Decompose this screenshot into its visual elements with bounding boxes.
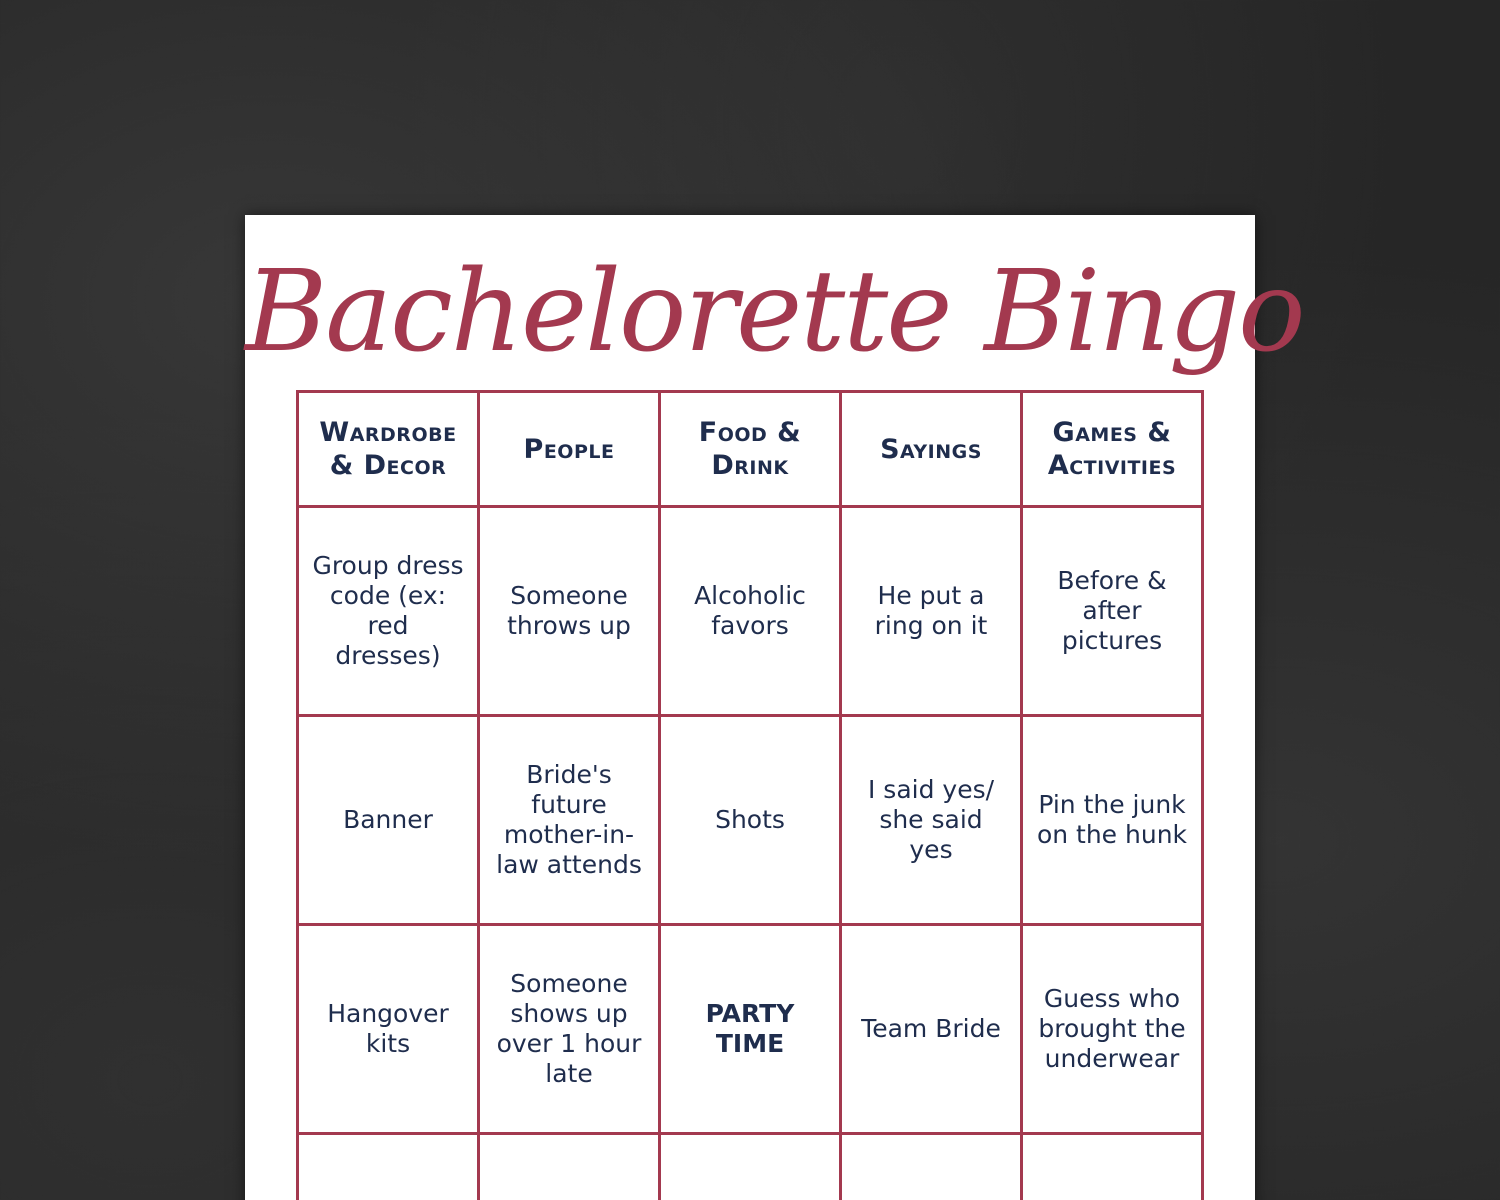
bingo-square	[298, 1134, 479, 1200]
bingo-row	[298, 925, 1203, 1134]
bingo-square: Guess who brought the underwear	[1022, 925, 1203, 1134]
header-row	[298, 392, 1203, 507]
bingo-title: Bachelorette Bingo	[245, 247, 1304, 377]
bingo-square: Shots	[660, 716, 841, 925]
free-space: PARTY TIME	[660, 925, 841, 1134]
bingo-square	[1022, 1134, 1203, 1200]
bingo-square: Pin the junk on the hunk	[1022, 716, 1203, 925]
bingo-square: Banner	[298, 716, 479, 925]
bingo-square: Team Bride	[841, 925, 1022, 1134]
bingo-row	[298, 507, 1203, 716]
bingo-square: Someone throws up	[479, 507, 660, 716]
header-games-activities: Games & Activities	[1022, 392, 1203, 507]
bingo-square: Hangover kits	[298, 925, 479, 1134]
bingo-square	[660, 1134, 841, 1200]
bingo-square: Before & after pictures	[1022, 507, 1203, 716]
bingo-square: Alcoholic favors	[660, 507, 841, 716]
header-wardrobe-decor: Wardrobe & Decor	[298, 392, 479, 507]
bingo-card	[245, 215, 1304, 1200]
bingo-square: He put a ring on it	[841, 507, 1022, 716]
bingo-square	[479, 1134, 660, 1200]
header-people: People	[479, 392, 660, 507]
bingo-square: Someone shows up over 1 hour late	[479, 925, 660, 1134]
bingo-grid	[296, 390, 1204, 1200]
header-food-drink: Food & Drink	[660, 392, 841, 507]
bingo-square: Bride's future mother-in-law attends	[479, 716, 660, 925]
bingo-square	[841, 1134, 1022, 1200]
bingo-row-partial	[298, 1134, 1203, 1200]
bingo-row	[298, 716, 1203, 925]
bingo-square: Group dress code (ex: red dresses)	[298, 507, 479, 716]
header-sayings: Sayings	[841, 392, 1022, 507]
bingo-square: I said yes/ she said yes	[841, 716, 1022, 925]
